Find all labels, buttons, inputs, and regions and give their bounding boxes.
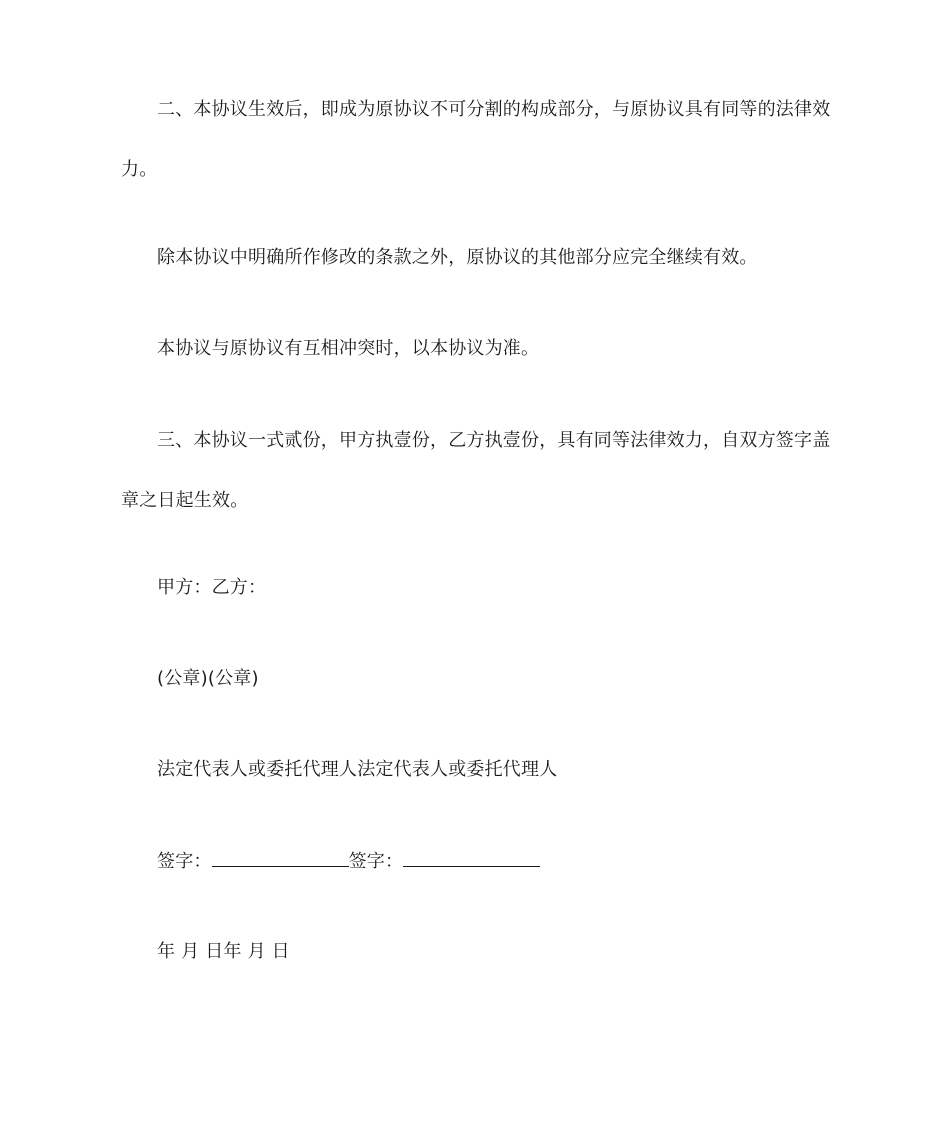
signature-line: [121, 849, 833, 874]
conflict-priority-paragraph: 本协议与原协议有互相冲突时，以本协议为准。: [157, 338, 540, 359]
signature-blank-a[interactable]: [212, 849, 349, 867]
signature-blank-b[interactable]: [403, 849, 540, 867]
date-line: 年 月 日年 月 日: [157, 941, 290, 962]
parties-line: 甲方：乙方：: [157, 577, 267, 598]
representative-line: 法定代表人或委托代理人法定代表人或委托代理人: [157, 759, 558, 780]
signature-label-b: 签字：: [348, 851, 404, 872]
clause-two-paragraph: 二、本协议生效后，即成为原协议不可分割的构成部分，与原协议具有同等的法律效力。: [121, 99, 831, 180]
signature-label-a: 签字：: [157, 851, 212, 872]
official-seal-line: (公章)(公章): [157, 668, 259, 689]
unmodified-terms-paragraph: 除本协议中明确所作修改的条款之外，原协议的其他部分应完全继续有效。: [157, 247, 758, 268]
clause-three-paragraph: 三、本协议一式贰份，甲方执壹份，乙方执壹份，具有同等法律效力，自双方签字盖章之日起生效。: [121, 430, 831, 511]
